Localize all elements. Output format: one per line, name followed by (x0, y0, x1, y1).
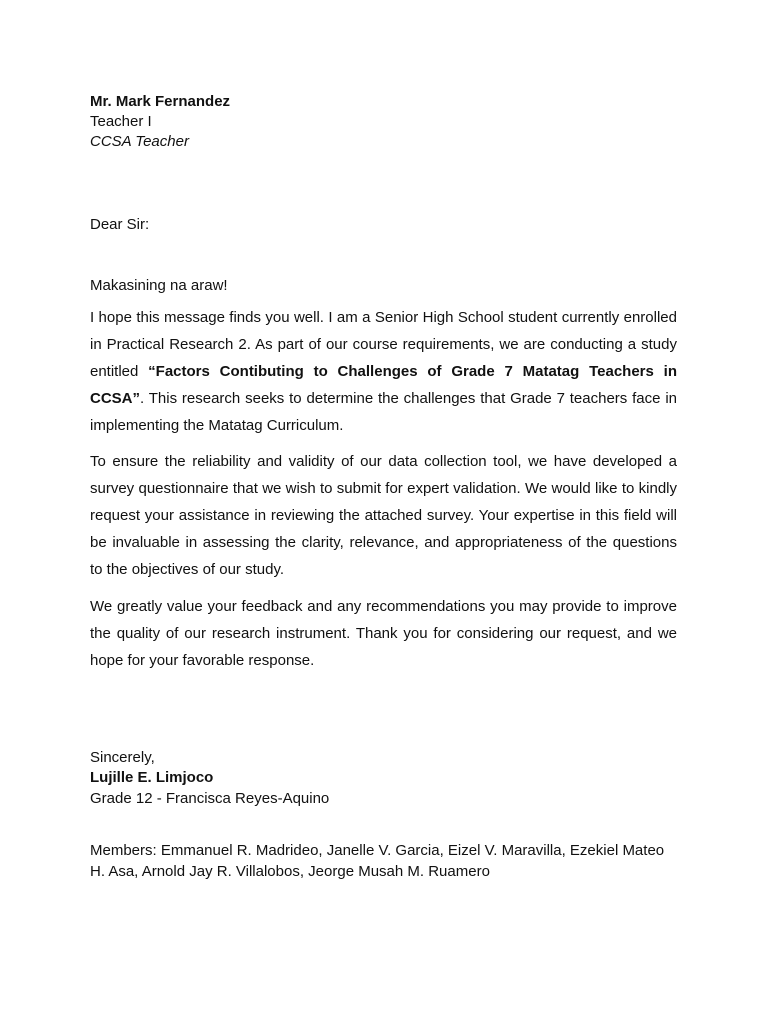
valediction: Sincerely, (90, 749, 155, 766)
sender-name: Lujille E. Limjoco (90, 769, 214, 786)
study-title: “Factors Contibuting to Challenges of Grade 7 Matatag Teachers in CCSA” (90, 363, 677, 407)
paragraph-intro-text-end: . This research seeks to determine the challenges that Grade 7 teachers face in implementing the Matatag Curriculum. (90, 390, 677, 434)
paragraph-intro (90, 304, 677, 439)
paragraph-thanks: We greatly value your feedback and any recommendations you may provide to improve the quality of our research instrument. Thank you for considering our request, and we hope for your favorable response. (90, 598, 677, 669)
greeting: Makasining na araw! (90, 277, 228, 294)
paragraph-request: To ensure the reliability and validity of our data collection tool, we have developed a survey questionnaire that we wish to submit for expert validation. We would like to kindly request your assistance in reviewing the attached survey. Your expertise in this field will be invaluable in assessing the clarity, relevance, and appropriateness of the questions to the objectives of our study. (90, 453, 677, 578)
recipient-position: Teacher I (90, 113, 152, 130)
salutation: Dear Sir: (90, 216, 150, 233)
recipient-affiliation: CCSA Teacher (90, 133, 189, 150)
recipient-name: Mr. Mark Fernandez (90, 93, 231, 110)
sender-section: Grade 12 - Francisca Reyes-Aquino (90, 790, 330, 807)
members-list: Members: Emmanuel R. Madrideo, Janelle V. Garcia, Eizel V. Maravilla, Ezekiel Mateo H. Asa, Arnold Jay R. Villalobos, Jeorge Musah M. Ruamero (90, 842, 665, 880)
paragraph-intro-text: I hope this message finds you well. I am a Senior High School student currently enrolled in Practical Research 2. As part of our course requirements, we are conducting a study entitled (90, 309, 677, 380)
